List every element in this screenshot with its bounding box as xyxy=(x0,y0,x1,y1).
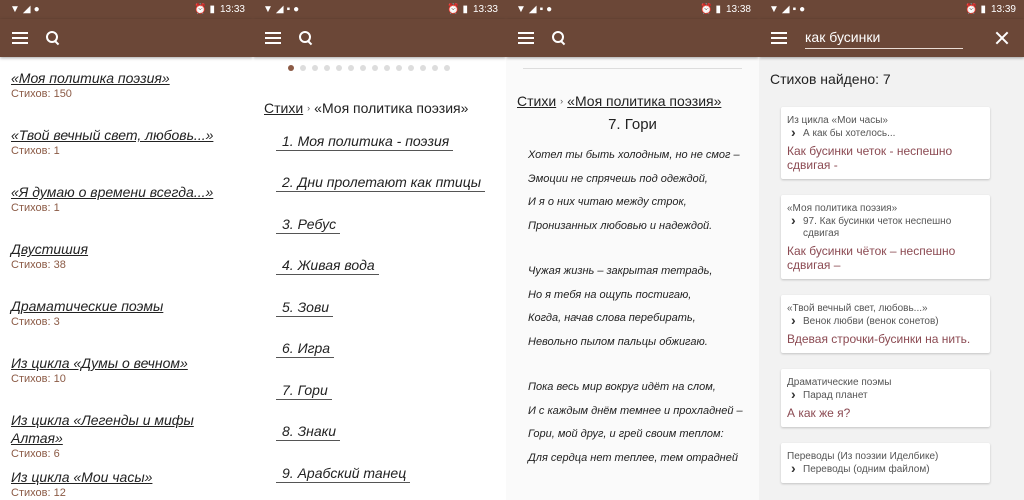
poem-line: Но я тебя на ощупь постигаю, xyxy=(528,288,692,301)
page-dot[interactable] xyxy=(396,65,402,71)
result-book: «Твой вечный свет, любовь...» xyxy=(787,303,928,314)
book-list xyxy=(0,57,253,500)
poem-count: Стихов: 3 xyxy=(11,316,60,328)
poem-link[interactable]: 5. Зови xyxy=(276,299,333,317)
book-title[interactable]: «Моя политика поэзия» xyxy=(11,70,170,86)
screen-book-toc xyxy=(253,0,506,500)
poem-link[interactable]: 3. Ребус xyxy=(276,216,340,234)
alarm-icon: ⏰ xyxy=(700,3,713,15)
result-poem: › 97. Как бусинки четок неспешно сдвигая xyxy=(787,216,984,240)
result-card[interactable] xyxy=(781,443,990,483)
list-item[interactable] xyxy=(11,411,242,468)
list-item[interactable] xyxy=(11,468,242,500)
search-toolbar xyxy=(759,19,1024,57)
search-input[interactable]: как бусинки xyxy=(805,27,963,49)
menu-icon[interactable] xyxy=(518,32,534,44)
list-item[interactable] xyxy=(11,126,242,183)
chevron-right-icon: › xyxy=(307,102,311,113)
poem-line: И с каждым днём темнее и прохладней – xyxy=(528,404,743,417)
signal-icon: ◢ xyxy=(22,3,31,15)
poem-link[interactable]: 9. Арабский танец xyxy=(276,465,410,483)
alarm-icon: ⏰ xyxy=(447,3,460,15)
wifi-icon: ▼ xyxy=(263,3,273,15)
page-dot[interactable] xyxy=(432,65,438,71)
battery-icon: ▮ xyxy=(715,3,721,15)
wifi-icon: ▼ xyxy=(10,3,20,15)
breadcrumb-root[interactable]: Стихи xyxy=(264,99,304,116)
battery-icon: ▮ xyxy=(462,3,468,15)
page-dot[interactable] xyxy=(408,65,414,71)
result-book: «Моя политика поэзия» xyxy=(787,203,898,214)
list-item[interactable] xyxy=(276,204,506,246)
sync-icon: ● xyxy=(33,3,40,15)
page-dot[interactable] xyxy=(324,65,330,71)
breadcrumb xyxy=(506,69,759,111)
sync-icon: ● xyxy=(799,3,806,15)
poem-link[interactable]: 8. Знаки xyxy=(276,423,340,441)
breadcrumb-root[interactable]: Стихи xyxy=(517,93,557,109)
poem-count: Стихов: 12 xyxy=(11,487,66,499)
poem-count: Стихов: 150 xyxy=(11,88,72,100)
list-item[interactable] xyxy=(11,297,242,354)
sync-icon: ● xyxy=(546,3,553,15)
result-book: Из цикла «Мои часы» xyxy=(787,115,888,126)
book-title[interactable]: Из цикла «Легенды и мифы Алтая» xyxy=(11,412,194,446)
chevron-right-icon: › xyxy=(560,96,564,106)
list-item[interactable] xyxy=(11,354,242,411)
breadcrumb-current: «Моя политика поэзия» xyxy=(314,99,469,116)
result-poem: › А как бы хотелось... xyxy=(787,128,984,140)
status-bar xyxy=(0,0,253,19)
status-bar xyxy=(759,0,1024,19)
screen-poem xyxy=(506,0,759,500)
screen-book-list xyxy=(0,0,253,500)
list-item[interactable] xyxy=(276,246,506,288)
page-dot[interactable] xyxy=(300,65,306,71)
battery-icon: ▮ xyxy=(209,3,215,15)
poem-link[interactable]: 7. Гори xyxy=(276,382,332,400)
result-poem: › Венок любви (венок сонетов) xyxy=(787,316,984,328)
wifi-icon: ▼ xyxy=(516,3,526,15)
status-time: 13:39 xyxy=(990,4,1016,15)
search-icon[interactable] xyxy=(299,31,313,45)
poem-link[interactable]: 6. Игра xyxy=(276,340,334,358)
result-line[interactable]: Как бусинки чёток – неспешно сдвигая – xyxy=(787,244,956,272)
close-icon[interactable] xyxy=(995,31,1009,45)
results-count: Стихов найдено: 7 xyxy=(770,71,891,87)
app-toolbar xyxy=(506,19,759,57)
list-item[interactable] xyxy=(276,329,506,371)
poem-link[interactable]: 2. Дни пролетают как птицы xyxy=(276,174,485,192)
app-toolbar xyxy=(0,19,253,57)
book-title[interactable]: Из цикла «Думы о вечном» xyxy=(11,355,188,371)
list-item[interactable] xyxy=(11,240,242,297)
list-item[interactable] xyxy=(11,183,242,240)
poem-count: Стихов: 10 xyxy=(11,373,66,385)
poem-link[interactable]: 1. Моя политика - поэзия xyxy=(276,133,453,151)
poem-count: Стихов: 1 xyxy=(11,145,60,157)
status-time: 13:33 xyxy=(472,4,498,15)
status-bar xyxy=(253,0,506,19)
result-line[interactable]: Как бусинки четок - неспешно сдвигая - xyxy=(787,144,953,172)
result-card[interactable] xyxy=(781,107,990,179)
poem-line: Пронизанных любовью и надеждой. xyxy=(528,219,713,232)
poem-line: Невольно пылом пальцы обжигаю. xyxy=(528,335,708,348)
result-card[interactable] xyxy=(781,295,990,353)
page-dot[interactable] xyxy=(444,65,450,71)
result-poem: › Переводы (одним файлом) xyxy=(787,464,984,476)
sync-icon: ● xyxy=(293,3,300,15)
page-dot[interactable] xyxy=(336,65,342,71)
book-title[interactable]: Драматические поэмы xyxy=(11,298,164,314)
list-item[interactable] xyxy=(276,287,506,329)
poem-line: Эмоции не спрячешь под одеждой, xyxy=(528,172,708,185)
stanza-gap xyxy=(528,355,759,377)
menu-icon[interactable] xyxy=(771,32,787,44)
result-line[interactable]: А как же я? xyxy=(787,406,851,420)
poem-line: Пока весь мир вокруг идёт на слом, xyxy=(528,381,716,393)
menu-icon[interactable] xyxy=(265,32,281,44)
poem-count: Стихов: 6 xyxy=(11,448,60,460)
page-dot[interactable] xyxy=(288,65,294,71)
stanza-gap xyxy=(528,239,759,261)
result-card[interactable] xyxy=(781,369,990,427)
list-item[interactable] xyxy=(11,69,242,126)
poem-line: Гори, мой друг, и грей своим теплом: xyxy=(528,428,724,440)
image-icon: ▪ xyxy=(286,3,291,15)
poem-line: И я о них читаю между строк, xyxy=(528,196,687,208)
poem-count: Стихов: 38 xyxy=(11,259,66,271)
signal-icon: ◢ xyxy=(528,3,537,15)
poem-title: 7. Гори xyxy=(608,116,657,133)
signal-icon: ◢ xyxy=(275,3,284,15)
list-item[interactable] xyxy=(276,412,506,454)
result-book: Переводы (Из поэзии Иделбике) xyxy=(787,451,939,462)
list-item[interactable] xyxy=(276,370,506,412)
poem-line: Чужая жизнь – закрытая тетрадь, xyxy=(528,265,713,277)
poem-link[interactable]: 4. Живая вода xyxy=(276,257,379,275)
status-bar xyxy=(506,0,759,19)
list-item[interactable] xyxy=(276,121,506,163)
result-poem: › Парад планет xyxy=(787,390,984,402)
status-time: 13:33 xyxy=(219,4,245,15)
book-title[interactable]: Из цикла «Мои часы» xyxy=(11,469,153,485)
poem-line: Хотел ты быть холодным, но не смог – xyxy=(528,149,740,161)
alarm-icon: ⏰ xyxy=(194,3,207,15)
alarm-icon: ⏰ xyxy=(965,3,978,15)
search-icon[interactable] xyxy=(46,31,60,45)
breadcrumb-book[interactable]: «Моя политика поэзия» xyxy=(567,93,722,109)
page-dot[interactable] xyxy=(348,65,354,71)
book-title[interactable]: «Твой вечный свет, любовь...» xyxy=(11,127,214,143)
breadcrumb xyxy=(253,81,506,121)
result-card[interactable] xyxy=(781,195,990,279)
page-dot[interactable] xyxy=(372,65,378,71)
poem-count: Стихов: 1 xyxy=(11,202,60,214)
poem-line: Когда, начав слова перебирать, xyxy=(528,312,696,324)
battery-icon: ▮ xyxy=(980,3,986,15)
status-time: 13:38 xyxy=(725,4,751,15)
list-item[interactable] xyxy=(276,163,506,205)
page-dot[interactable] xyxy=(312,65,318,71)
poem-toc xyxy=(253,121,506,495)
menu-icon[interactable] xyxy=(12,32,28,44)
result-line[interactable]: Вдевая строчки-бусинки на нить. xyxy=(787,332,971,346)
result-book: Драматические поэмы xyxy=(787,377,892,388)
app-toolbar xyxy=(253,19,506,57)
book-title[interactable]: «Я думаю о времени всегда...» xyxy=(11,184,214,200)
book-title[interactable]: Двустишия xyxy=(11,241,89,257)
screen-search xyxy=(759,0,1024,500)
list-item[interactable] xyxy=(276,453,506,495)
image-icon: ▪ xyxy=(792,3,797,15)
page-dot[interactable] xyxy=(360,65,366,71)
page-indicator xyxy=(253,57,506,81)
poem-text xyxy=(506,139,759,471)
page-dot[interactable] xyxy=(420,65,426,71)
signal-icon: ◢ xyxy=(781,3,790,15)
page-dot[interactable] xyxy=(384,65,390,71)
poem-line: Для сердца нет теплее, тем отрадней xyxy=(528,451,738,464)
search-results xyxy=(759,107,1024,483)
wifi-icon: ▼ xyxy=(769,3,779,15)
image-icon: ▪ xyxy=(539,3,544,15)
search-icon[interactable] xyxy=(552,31,566,45)
